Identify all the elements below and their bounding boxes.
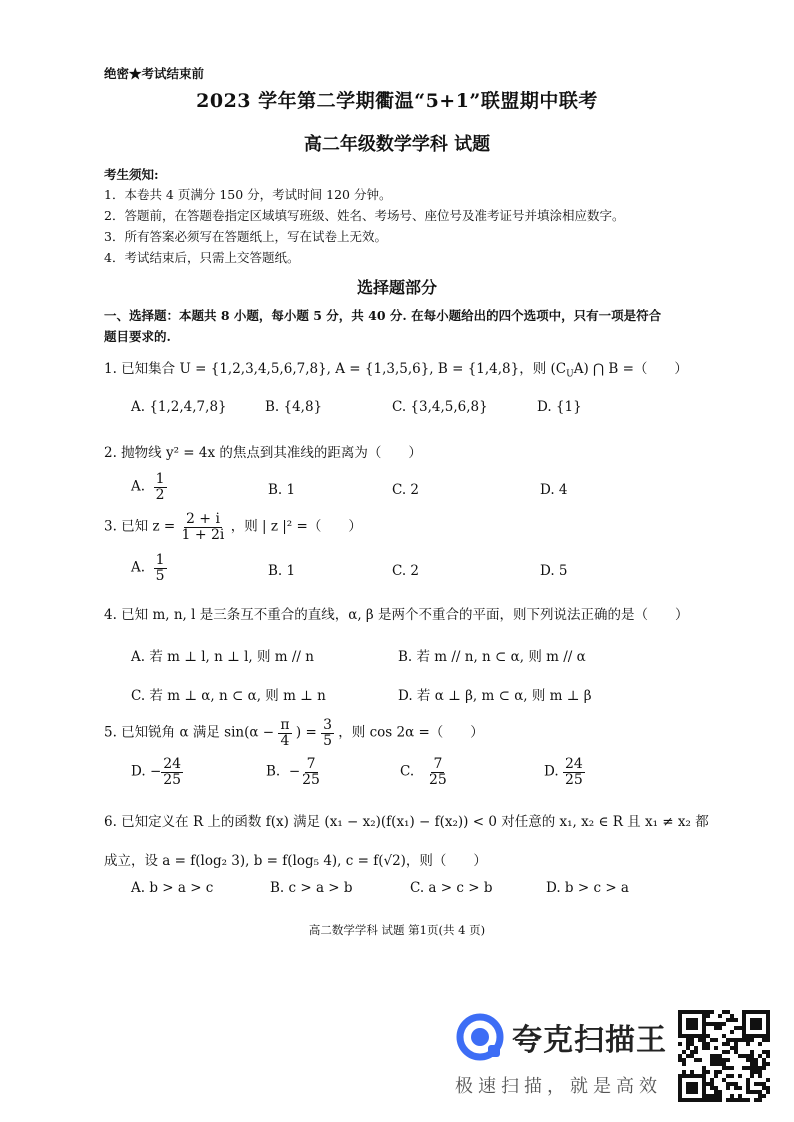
notice-item: 2．答题前，在答题卷指定区域填写班级、姓名、考场号、座位号及准考证号并填涂相应数字。 — [104, 208, 625, 223]
question-5-option-a: D. − $\frac{24}{25}$ — [131, 756, 182, 788]
question-2-option-a: A. $\frac{1}{2}$ — [131, 471, 165, 503]
question-3-option-a: A. $\frac{1}{5}$ — [131, 552, 165, 584]
part-intro-line2: 题目要求的. — [104, 329, 171, 344]
question-6-option-a: A. b > a > c — [131, 880, 214, 896]
question-1-stem: 1. 已知集合 U = {1,2,3,4,5,6,7,8}, A = {1,3,5,6}, B = {1,4,8}，则 $(C_UA)$ ⋂ B =（ ） — [104, 361, 688, 380]
exam-title: 2023 学年第二学期衢温“5+1”联盟期中联考 — [196, 90, 598, 112]
part-intro-line1: 一、选择题：本题共 8 小题，每小题 5 分，共 40 分. 在每小题给出的四个选项中，只有一项是符合 — [104, 308, 662, 323]
question-6-option-b: B. c > a > b — [270, 880, 353, 896]
notice-item: 3．所有答案必须写在答题纸上，写在试卷上无效。 — [104, 229, 387, 244]
question-6-option-c: C. a > c > b — [410, 880, 493, 896]
brand-name: 夸克扫描王 — [512, 1023, 667, 1058]
question-1-option-c: C. {3,4,5,6,8} — [392, 399, 488, 415]
question-3-option-c: C. 2 — [392, 563, 420, 579]
question-3-stem: 3. 已知 z = $\frac{2 + i}{1 + 2i}$ ，则 | z |² =（ ） — [104, 511, 362, 543]
section-title: 选择题部分 — [356, 278, 437, 297]
question-1-option-d: D. {1} — [537, 399, 582, 415]
question-2-option-b: B. 1 — [268, 482, 296, 498]
question-5-option-d: D. $\frac{24}{25}$ — [544, 756, 583, 788]
exam-subtitle: 高二年级数学学科 试题 — [303, 134, 491, 155]
question-4-option-c: C. 若 m ⊥ α, n ⊂ α, 则 m ⊥ n — [131, 688, 326, 704]
question-4-stem: 4. 已知 m, n, l 是三条互不重合的直线，α, β 是两个不重合的平面，则下列说法正确的是（ ） — [104, 607, 689, 623]
page-footer: 高二数学学科 试题 第1页(共 4 页) — [308, 923, 486, 937]
question-3-option-b: B. 1 — [268, 563, 296, 579]
qr-code-icon — [678, 1010, 770, 1102]
question-1-option-a: A. {1,2,4,7,8} — [131, 399, 227, 415]
brand-slogan: 极速扫描，就是高效 — [455, 1076, 662, 1097]
question-4-option-a: A. 若 m ⊥ l, n ⊥ l, 则 m // n — [131, 649, 314, 665]
question-4-option-b: B. 若 m // n, n ⊂ α, 则 m // α — [398, 649, 586, 665]
question-3-option-d: D. 5 — [540, 563, 568, 579]
question-5-option-c: C. $\frac{7}{25}$ — [400, 756, 447, 788]
notice-item: 1．本卷共 4 页满分 150 分，考试时间 120 分钟。 — [104, 187, 392, 202]
question-2-option-c: C. 2 — [392, 482, 420, 498]
question-2-stem: 2. 抛物线 y² = 4x 的焦点到其准线的距离为（ ） — [104, 445, 422, 461]
question-6-line1: 6. 已知定义在 R 上的函数 f(x) 满足 (x₁ − x₂)(f(x₁) − f(x₂)) < 0 对任意的 x₁, x₂ ∈ R 且 x₁ ≠ x₂ 都 — [104, 814, 709, 830]
secret-label: 绝密★考试结束前 — [104, 66, 205, 81]
notice-item: 4．考试结束后，只需上交答题纸。 — [104, 250, 300, 265]
question-2-option-d: D. 4 — [540, 482, 568, 498]
question-6-line2: 成立，设 a = f(log₂ 3), b = f(log₅ 4), c = f(√2)，则（ ） — [104, 853, 487, 869]
notice-heading: 考生须知: — [104, 167, 159, 182]
question-4-option-d: D. 若 α ⊥ β, m ⊂ α, 则 m ⊥ β — [398, 688, 592, 704]
question-5-stem: 5. 已知锐角 α 满足 sin(α − $\frac{\pi}{4}$ ) = $\frac{3}{5}$ ，则 cos 2α =（ ） — [104, 717, 484, 749]
question-6-option-d: D. b > c > a — [546, 880, 629, 896]
quark-logo-icon — [455, 1012, 505, 1062]
question-5-option-b: B. − $\frac{7}{25}$ — [266, 756, 320, 788]
question-1-option-b: B. {4,8} — [265, 399, 323, 415]
